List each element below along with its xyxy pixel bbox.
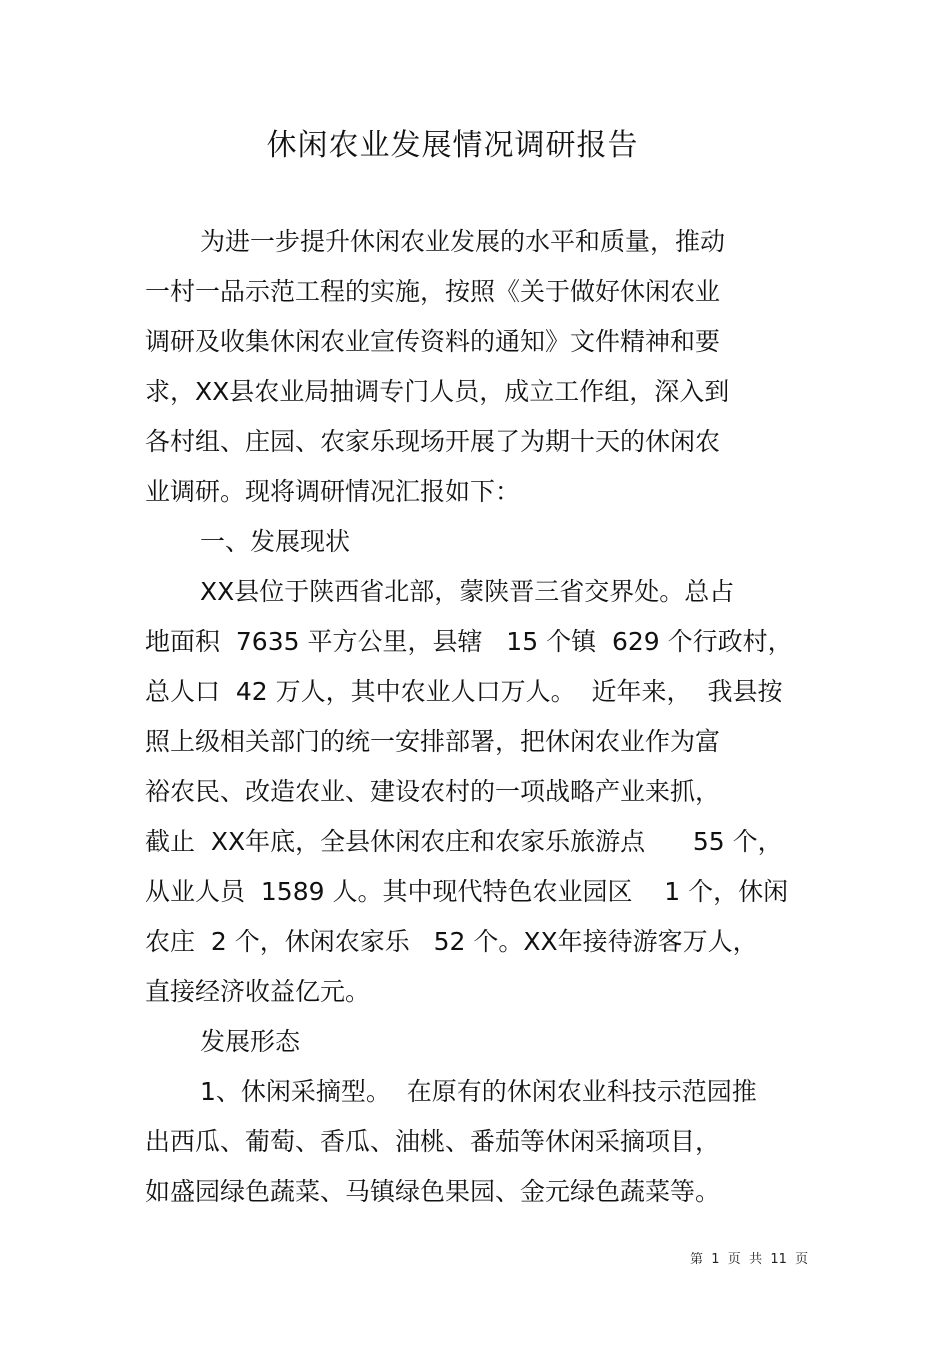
paragraph-line: 地面积 7635 平方公里，县辖 15 个镇 629 个行政村， [145,627,793,656]
paragraph-line: XX县位于陕西省北部，蒙陕晋三省交界处。总占 [200,577,735,606]
paragraph-line: 截止 XX年底，全县休闲农庄和农家乐旅游点 55 个， [145,827,783,856]
paragraph-line: 出西瓜、葡萄、香瓜、油桃、番茄等休闲采摘项目， [145,1127,721,1156]
paragraph-line: 裕农民、改造农业、建设农村的一项战略产业来抓， [145,777,721,806]
paragraph-line: 为进一步提升休闲农业发展的水平和质量，推动 [200,227,726,256]
paragraph-line: 从业人员 1589 人。其中现代特色农业园区 1 个，休闲 [145,877,789,906]
paragraph-line: 调研及收集休闲农业宣传资料的通知》文件精神和要 [145,327,721,356]
document-title: 休闲农业发展情况调研报告 [266,128,639,163]
section-heading: 发展形态 [200,1027,301,1056]
page-number: 第 1 页 共 11 页 [690,1252,809,1267]
paragraph-line: 业调研。现将调研情况汇报如下： [145,477,521,506]
paragraph-line: 直接经济收益亿元。 [145,977,371,1006]
paragraph-line: 一村一品示范工程的实施，按照《关于做好休闲农业 [145,277,721,306]
paragraph-line: 如盛园绿色蔬菜、马镇绿色果园、金元绿色蔬菜等。 [145,1177,721,1206]
paragraph-line: 1、休闲采摘型。 在原有的休闲农业科技示范园推 [200,1077,757,1106]
paragraph-line: 照上级相关部门的统一安排部署，把休闲农业作为富 [145,727,721,756]
section-heading: 一、发展现状 [200,527,351,556]
paragraph-line: 总人口 42 万人，其中农业人口万人。 近年来， 我县按 [145,677,783,706]
paragraph-line: 各村组、庄园、农家乐现场开展了为期十天的休闲农 [145,427,721,456]
paragraph-line: 农庄 2 个，休闲农家乐 52 个。XX年接待游客万人， [145,927,758,956]
paragraph-line: 求，XX县农业局抽调专门人员，成立工作组，深入到 [145,377,730,406]
